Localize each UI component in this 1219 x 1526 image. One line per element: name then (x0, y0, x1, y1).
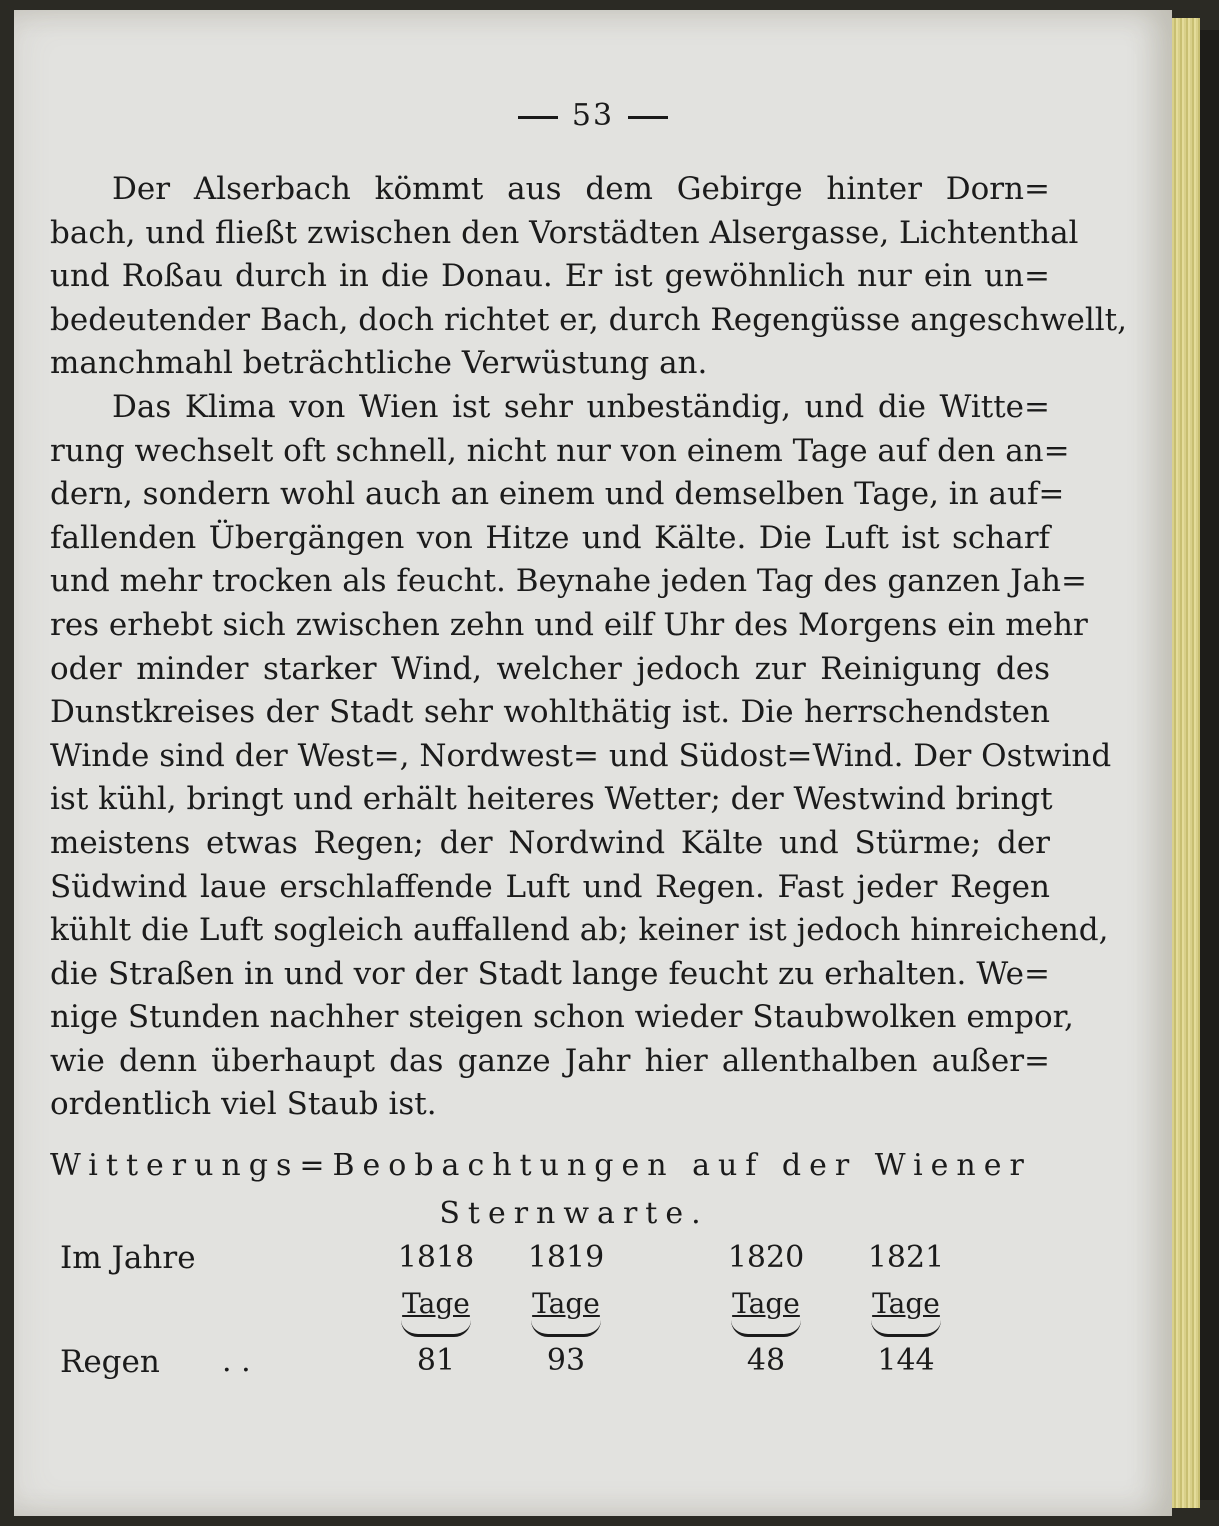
book-page (14, 10, 1172, 1516)
page-header (14, 98, 1172, 133)
brace-mark (531, 1320, 601, 1337)
book-cover-edge (1200, 30, 1219, 1500)
text-line: bach, und fließt zwischen den Vorstädten Alsergasse, Lichtenthal (50, 214, 1079, 251)
rain-value: 81 (416, 1343, 456, 1378)
rain-value: 48 (746, 1343, 786, 1378)
rain-value: 144 (877, 1343, 935, 1378)
text-line: kühlt die Luft sogleich auffallend ab; keiner ist jedoch hinreichend, (50, 912, 1109, 949)
text-line: die Straßen in und vor der Stadt lange feucht zu erhalten. We= (50, 955, 1050, 992)
table-column-1818 (376, 1240, 496, 1378)
text-line: Das Klima von Wien ist sehr unbeständig, und die Witte= (112, 388, 1050, 425)
leader-dots: . . (222, 1344, 251, 1379)
text-line: meistens etwas Regen; der Nordwind Kälte und Stürme; der (50, 824, 1050, 861)
text-line: bedeutender Bach, doch richtet er, durch Regengüsse angeschwellt, (50, 301, 1127, 338)
unit-label: Tage (732, 1287, 800, 1320)
text-line: res erhebt sich zwischen zehn und eilf Uhr des Morgens ein mehr (50, 606, 1088, 643)
header-dash-left (518, 116, 558, 119)
table-column-1819 (506, 1240, 626, 1378)
table-column-1820 (706, 1240, 826, 1378)
text-line: Südwind laue erschlaffende Luft und Regen. Fast jeder Regen (50, 868, 1050, 905)
text-line: ist kühl, bringt und erhält heiteres Wetter; der Westwind bringt (50, 781, 1053, 818)
page-number: 53 (571, 98, 615, 133)
unit-label: Tage (402, 1287, 470, 1320)
text-line: Dunstkreises der Stadt sehr wohlthätig ist. Die herrschendsten (50, 694, 1050, 731)
text-line: wie denn überhaupt das ganze Jahr hier allenthalben außer= (50, 1042, 1050, 1079)
table-column-1821 (846, 1240, 966, 1378)
unit-label: Tage (532, 1287, 600, 1320)
header-dash-right (628, 116, 668, 119)
brace-mark (401, 1320, 471, 1337)
brace-mark (871, 1320, 941, 1337)
year-value: 1818 (397, 1240, 475, 1275)
text-line: ordentlich viel Staub ist. (50, 1086, 437, 1123)
text-line: rung wechselt oft schnell, nicht nur von einem Tage auf den an= (50, 432, 1070, 469)
unit-label: Tage (872, 1287, 940, 1320)
year-value: 1819 (527, 1240, 605, 1275)
text-line: Der Alserbach kömmt aus dem Gebirge hinter Dorn= (112, 171, 1050, 207)
rain-label: Regen (60, 1344, 160, 1380)
body-text (50, 168, 1127, 1127)
text-line: und mehr trocken als feucht. Beynahe jeden Tag des ganzen Jah= (50, 563, 1087, 600)
text-line: nige Stunden nachher steigen schon wieder Staubwolken empor, (50, 999, 1074, 1036)
year-value: 1820 (727, 1240, 805, 1275)
page-edges (1172, 18, 1200, 1508)
text-line: oder minder starker Wind, welcher jedoch zur Reinigung des (50, 650, 1050, 687)
text-line: und Roßau durch in die Donau. Er ist gewöhnlich nur ein un= (50, 258, 1050, 295)
table-heading-cont: Sternwarte. (439, 1196, 709, 1231)
rain-value: 93 (546, 1343, 586, 1378)
text-line: Winde sind der West=, Nordwest= und Südost=Wind. Der Ostwind (50, 737, 1112, 774)
brace-mark (731, 1320, 801, 1337)
table-heading: Witterungs=Beobachtungen auf der Wiener (50, 1148, 1032, 1183)
text-line: fallenden Übergängen von Hitze und Kälte. Die Luft ist scharf (50, 519, 1050, 556)
text-line: dern, sondern wohl auch an einem und demselben Tage, in auf= (50, 476, 1065, 513)
text-line: manchmahl beträchtliche Verwüstung an. (50, 345, 708, 382)
year-label: Im Jahre (60, 1240, 196, 1276)
year-value: 1821 (867, 1240, 945, 1275)
